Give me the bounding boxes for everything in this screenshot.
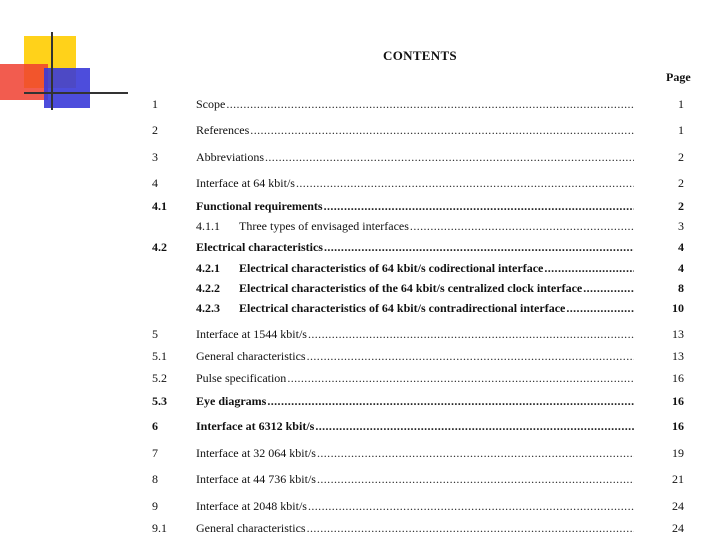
toc-title: Interface at 1544 kbit/s (196, 327, 307, 341)
toc-page: 13 (672, 349, 684, 363)
toc-number: 1 (152, 97, 158, 111)
dot-leader (317, 471, 634, 487)
toc-entry (196, 520, 634, 536)
toc-number: 8 (152, 472, 158, 486)
toc-page: 24 (672, 499, 684, 513)
toc-page: 4 (678, 261, 684, 275)
toc-row (0, 149, 720, 165)
toc-row (0, 96, 720, 112)
toc-row (0, 122, 720, 138)
toc-number: 4.2 (152, 240, 167, 254)
dot-leader (315, 418, 634, 434)
toc-page: 2 (678, 176, 684, 190)
toc-number: 4 (152, 176, 158, 190)
toc-number: 7 (152, 446, 158, 460)
toc-entry (196, 471, 634, 487)
toc-entry (196, 348, 634, 364)
toc-title: References (196, 123, 250, 137)
toc-number: 9 (152, 499, 158, 513)
toc-entry (196, 149, 634, 165)
toc-page: 2 (678, 199, 684, 213)
toc-title: Scope (196, 97, 226, 111)
toc-number: 9.1 (152, 521, 167, 535)
toc-page: 1 (678, 123, 684, 137)
toc-title: Functional requirements (196, 199, 323, 213)
toc-page: 2 (678, 150, 684, 164)
toc-entry (239, 280, 634, 296)
toc-row (0, 175, 720, 191)
toc-row (0, 418, 720, 434)
toc-title: Three types of envisaged interfaces (239, 219, 409, 233)
toc-number: 3 (152, 150, 158, 164)
toc-row (0, 300, 720, 316)
toc-page: 4 (678, 240, 684, 254)
toc-number: 4.2.2 (196, 281, 220, 295)
toc-entry (196, 239, 634, 255)
toc-number: 4.2.1 (196, 261, 220, 275)
toc-row (0, 198, 720, 214)
contents-title: CONTENTS (383, 48, 457, 63)
dot-leader (308, 498, 634, 514)
toc-title: Abbreviations (196, 150, 264, 164)
dot-leader (226, 96, 634, 112)
toc-title: Electrical characteristics of 64 kbit/s codirectional interface (239, 261, 544, 275)
toc-page: 19 (672, 446, 684, 460)
dot-leader (307, 520, 634, 536)
toc-title: Interface at 2048 kbit/s (196, 499, 307, 513)
toc-title: Interface at 6312 kbit/s (196, 419, 315, 433)
toc-title: Pulse specification (196, 371, 287, 385)
dot-leader (265, 149, 634, 165)
toc-title: Interface at 32 064 kbit/s (196, 446, 316, 460)
dot-leader (307, 348, 634, 364)
dot-leader (296, 175, 634, 191)
toc-entry (196, 418, 634, 434)
toc-title: Eye diagrams (196, 394, 267, 408)
toc-number: 4.1.1 (196, 219, 220, 233)
toc-row (0, 370, 720, 386)
toc-number: 2 (152, 123, 158, 137)
toc-number: 5.1 (152, 349, 167, 363)
toc-row (0, 260, 720, 276)
toc-entry (239, 300, 634, 316)
toc-page: 16 (672, 419, 684, 433)
dot-leader (324, 198, 634, 214)
toc-number: 5.2 (152, 371, 167, 385)
dot-leader (544, 260, 634, 276)
toc-page: 3 (678, 219, 684, 233)
horizontal-line (24, 92, 128, 94)
dot-leader (287, 370, 634, 386)
toc-title: Electrical characteristics (196, 240, 323, 254)
toc-page: 8 (678, 281, 684, 295)
toc-title: Electrical characteristics of the 64 kbit/s centralized clock interface (239, 281, 583, 295)
toc-row (0, 326, 720, 342)
toc-title: General characteristics (196, 349, 306, 363)
toc-entry (239, 260, 634, 276)
page-column-header: Page (666, 70, 691, 84)
toc-number: 5 (152, 327, 158, 341)
dot-leader (566, 300, 634, 316)
toc-row (0, 218, 720, 234)
toc-row (0, 393, 720, 409)
toc-row (0, 280, 720, 296)
dot-leader (250, 122, 634, 138)
dot-leader (410, 218, 634, 234)
toc-row (0, 348, 720, 364)
toc-number: 6 (152, 419, 158, 433)
toc-entry (196, 326, 634, 342)
toc-row (0, 445, 720, 461)
dot-leader (267, 393, 634, 409)
toc-entry (196, 198, 634, 214)
toc-entry (196, 370, 634, 386)
toc-page: 21 (672, 472, 684, 486)
toc-page: 1 (678, 97, 684, 111)
toc-title: General characteristics (196, 521, 306, 535)
toc-number: 4.1 (152, 199, 167, 213)
toc-page: 16 (672, 371, 684, 385)
red-square (0, 64, 48, 100)
toc-row (0, 239, 720, 255)
toc-row (0, 520, 720, 536)
dot-leader (583, 280, 634, 296)
toc-title: Electrical characteristics of 64 kbit/s contradirectional interface (239, 301, 566, 315)
toc-entry (196, 393, 634, 409)
toc-row (0, 498, 720, 514)
toc-entry (196, 445, 634, 461)
toc-entry (196, 498, 634, 514)
toc-page: 13 (672, 327, 684, 341)
toc-page: 10 (672, 301, 684, 315)
toc-title: Interface at 64 kbit/s (196, 176, 295, 190)
toc-number: 5.3 (152, 394, 167, 408)
dot-leader (317, 445, 634, 461)
toc-entry (196, 122, 634, 138)
toc-entry (196, 96, 634, 112)
dot-leader (308, 326, 634, 342)
toc-page: 24 (672, 521, 684, 535)
toc-page: 16 (672, 394, 684, 408)
dot-leader (324, 239, 634, 255)
toc-row (0, 471, 720, 487)
toc-entry (239, 218, 634, 234)
toc-title: Interface at 44 736 kbit/s (196, 472, 316, 486)
toc-entry (196, 175, 634, 191)
toc-number: 4.2.3 (196, 301, 220, 315)
